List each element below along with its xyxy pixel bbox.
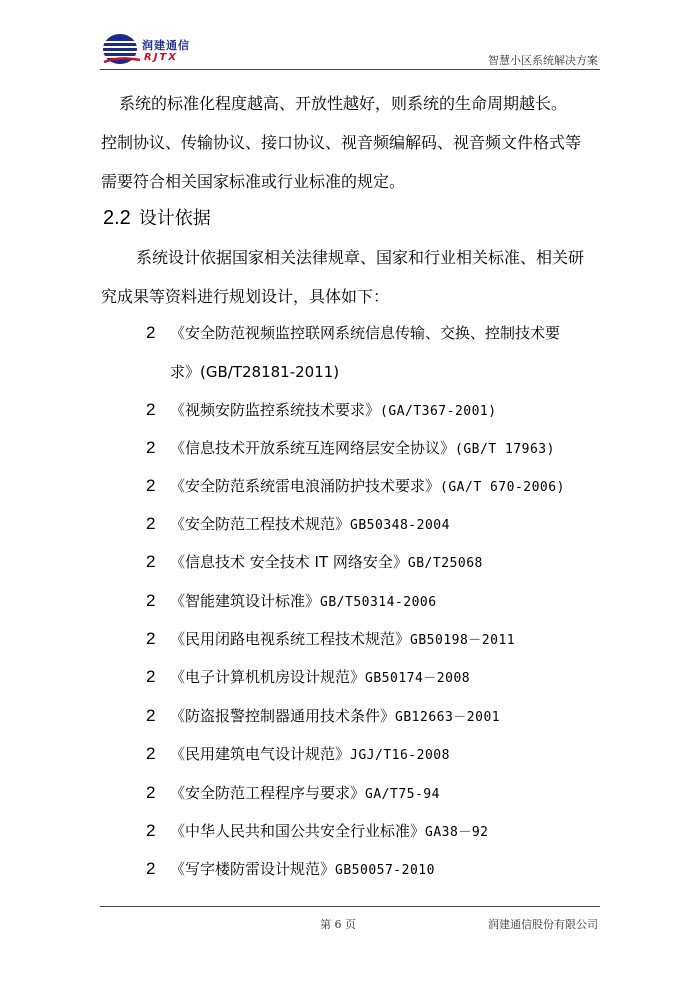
reference-title: 《安全防范视频监控联网系统信息传输、交换、控制技术要 [170, 324, 561, 342]
reference-item [146, 628, 515, 652]
section-heading [103, 206, 211, 231]
reference-item [146, 513, 450, 537]
reference-item [146, 743, 450, 767]
section-title: 设计依据 [138, 208, 211, 229]
reference-bullet: 2 [146, 821, 156, 840]
paragraph-1-line-1: 系统的标准化程度越高、开放性越好，则系统的生命周期越长。 [119, 94, 568, 113]
reference-bullet: 2 [146, 552, 156, 571]
reference-code: GB/T50314-2006 [320, 595, 437, 610]
reference-bullet: 2 [146, 438, 156, 457]
reference-bullet: 2 [146, 476, 156, 495]
reference-item [146, 705, 500, 729]
reference-item [146, 590, 437, 614]
reference-bullet: 2 [146, 323, 156, 342]
reference-code: GA38－92 [425, 825, 489, 840]
reference-title: 《民用建筑电气设计规范》 [170, 745, 351, 763]
reference-bullet: 2 [146, 859, 156, 878]
header-divider [100, 69, 600, 70]
reference-title: 《写字楼防雷设计规范》 [170, 860, 336, 878]
paragraph-2-line-2: 究成果等资料进行规划设计，具体如下： [101, 287, 390, 306]
logo-globe-icon [102, 32, 142, 66]
reference-code: (GA/T367-2001) [380, 404, 497, 419]
reference-item [146, 666, 470, 690]
reference-title: 《民用闭路电视系统工程技术规范》 [170, 630, 411, 648]
reference-code: GB50057-2010 [335, 863, 435, 878]
reference-title: 《安全防范工程程序与要求》 [170, 784, 366, 802]
reference-title-continued: 求》 [170, 363, 201, 381]
reference-item [146, 475, 565, 499]
reference-title: 《防盗报警控制器通用技术条件》 [170, 707, 396, 725]
reference-code: (GB/T28181-2011) [200, 363, 340, 381]
reference-item [146, 399, 497, 423]
reference-bullet: 2 [146, 591, 156, 610]
reference-title: 《视频安防监控系统技术要求》 [170, 401, 381, 419]
reference-code: GA/T75-94 [365, 787, 440, 802]
page-header [100, 26, 600, 70]
footer-company-name: 润建通信股份有限公司 [488, 918, 598, 931]
logo-chinese-text: 润建通信 [142, 39, 190, 52]
paragraph-2-line-1: 系统设计依据国家相关法律规章、国家和行业相关标准、相关研 [136, 248, 585, 267]
page-footer [100, 906, 600, 936]
reference-code: JGJ/T16-2008 [350, 748, 450, 763]
reference-item-continuation [170, 361, 339, 383]
reference-title: 《安全防范系统雷电浪涌防护技术要求》 [170, 477, 441, 495]
paragraph-1-line-2: 控制协议、传输协议、接口协议、视音频编解码、视音频文件格式等 [101, 133, 582, 152]
reference-item [146, 437, 555, 461]
section-number: 2.2 [103, 207, 131, 229]
company-logo [102, 32, 222, 66]
reference-bullet: 2 [146, 783, 156, 802]
reference-code: GB50174－2008 [365, 671, 471, 686]
reference-code: (GA/T 670-2006) [440, 480, 565, 495]
reference-bullet: 2 [146, 514, 156, 533]
reference-item [146, 820, 488, 844]
reference-title: 《中华人民共和国公共安全行业标准》 [170, 822, 426, 840]
reference-code: (GB/T 17963) [455, 442, 555, 457]
reference-bullet: 2 [146, 706, 156, 725]
reference-title: 《信息技术 安全技术 IT 网络安全》 [170, 553, 408, 571]
reference-title: 《安全防范工程技术规范》 [170, 515, 351, 533]
reference-item [146, 551, 483, 575]
header-document-title: 智慧小区系统解决方案 [488, 54, 598, 67]
paragraph-1-line-3: 需要符合相关国家标准或行业标准的规定。 [101, 172, 406, 191]
reference-title: 《电子计算机机房设计规范》 [170, 668, 366, 686]
reference-code: GB50348-2004 [350, 518, 450, 533]
reference-code: GB50198－2011 [410, 633, 516, 648]
footer-divider [100, 906, 600, 907]
page-number: 第 6 页 [320, 918, 356, 931]
reference-bullet: 2 [146, 629, 156, 648]
reference-bullet: 2 [146, 667, 156, 686]
reference-title: 《信息技术开放系统互连网络层安全协议》 [170, 439, 456, 457]
logo-english-text: RJTX [144, 52, 178, 63]
reference-code: GB/T25068 [407, 556, 483, 571]
reference-item [146, 858, 435, 882]
reference-title: 《智能建筑设计标准》 [170, 592, 321, 610]
reference-item [146, 782, 440, 806]
reference-item [146, 322, 560, 344]
reference-code: GB12663－2001 [395, 710, 501, 725]
reference-bullet: 2 [146, 400, 156, 419]
reference-bullet: 2 [146, 744, 156, 763]
